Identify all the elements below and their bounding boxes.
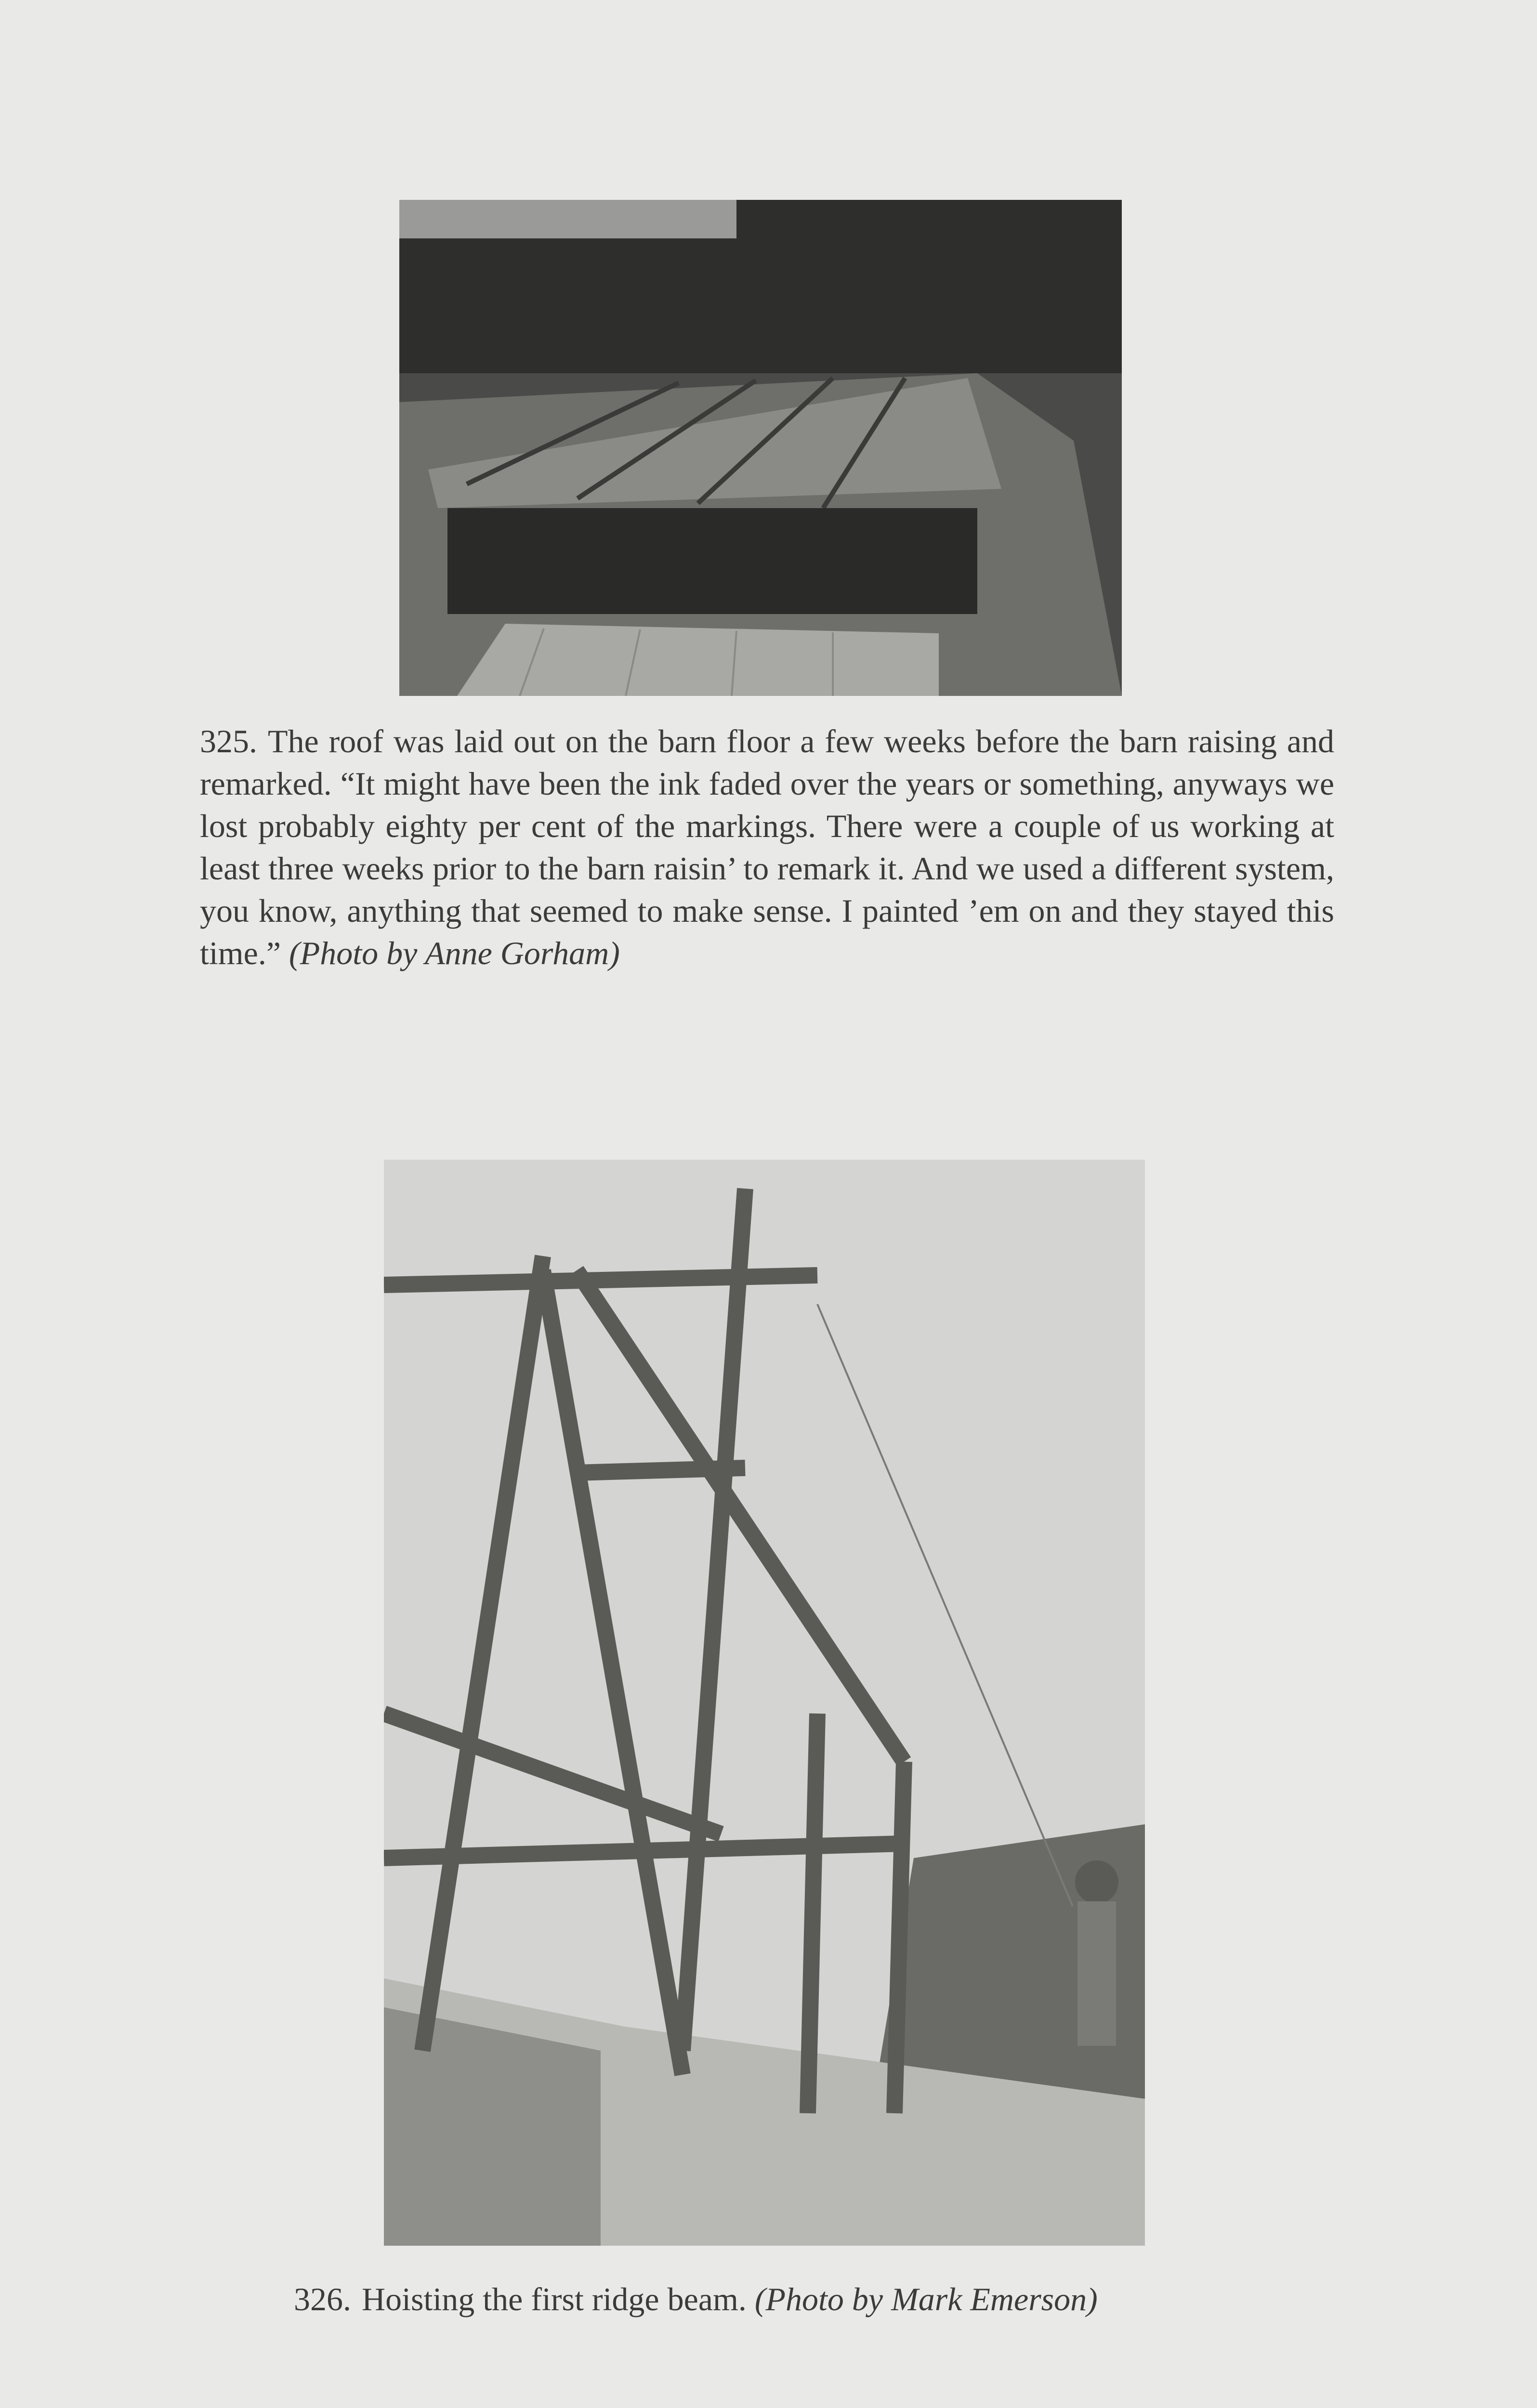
caption-text: Hoisting the first ridge beam. [362,2281,747,2317]
photo-credit: (Photo by Anne Gorham) [289,935,620,971]
photo-hoisting-ridge-beam [384,1160,1145,2246]
figure-caption-326 [294,2278,1305,2320]
figure-number: 326. [294,2281,351,2317]
photo-credit: (Photo by Mark Emerson) [754,2281,1098,2317]
figure-caption-325 [200,720,1334,974]
figure-number: 325. [200,723,257,759]
photo-roof-laid-out [399,200,1122,696]
caption-text: The roof was laid out on the barn floor a few weeks before the barn raising and remarked. “It might have been the ink faded over the years or something, anyways we lost probably eighty per cent of the markings. There were a couple of us working at least three weeks prior to the barn raisin’ to remark it. And we used a different system, you know, anything that seemed to make sense. I painted ’em on and they stayed this time.” [200,723,1334,971]
